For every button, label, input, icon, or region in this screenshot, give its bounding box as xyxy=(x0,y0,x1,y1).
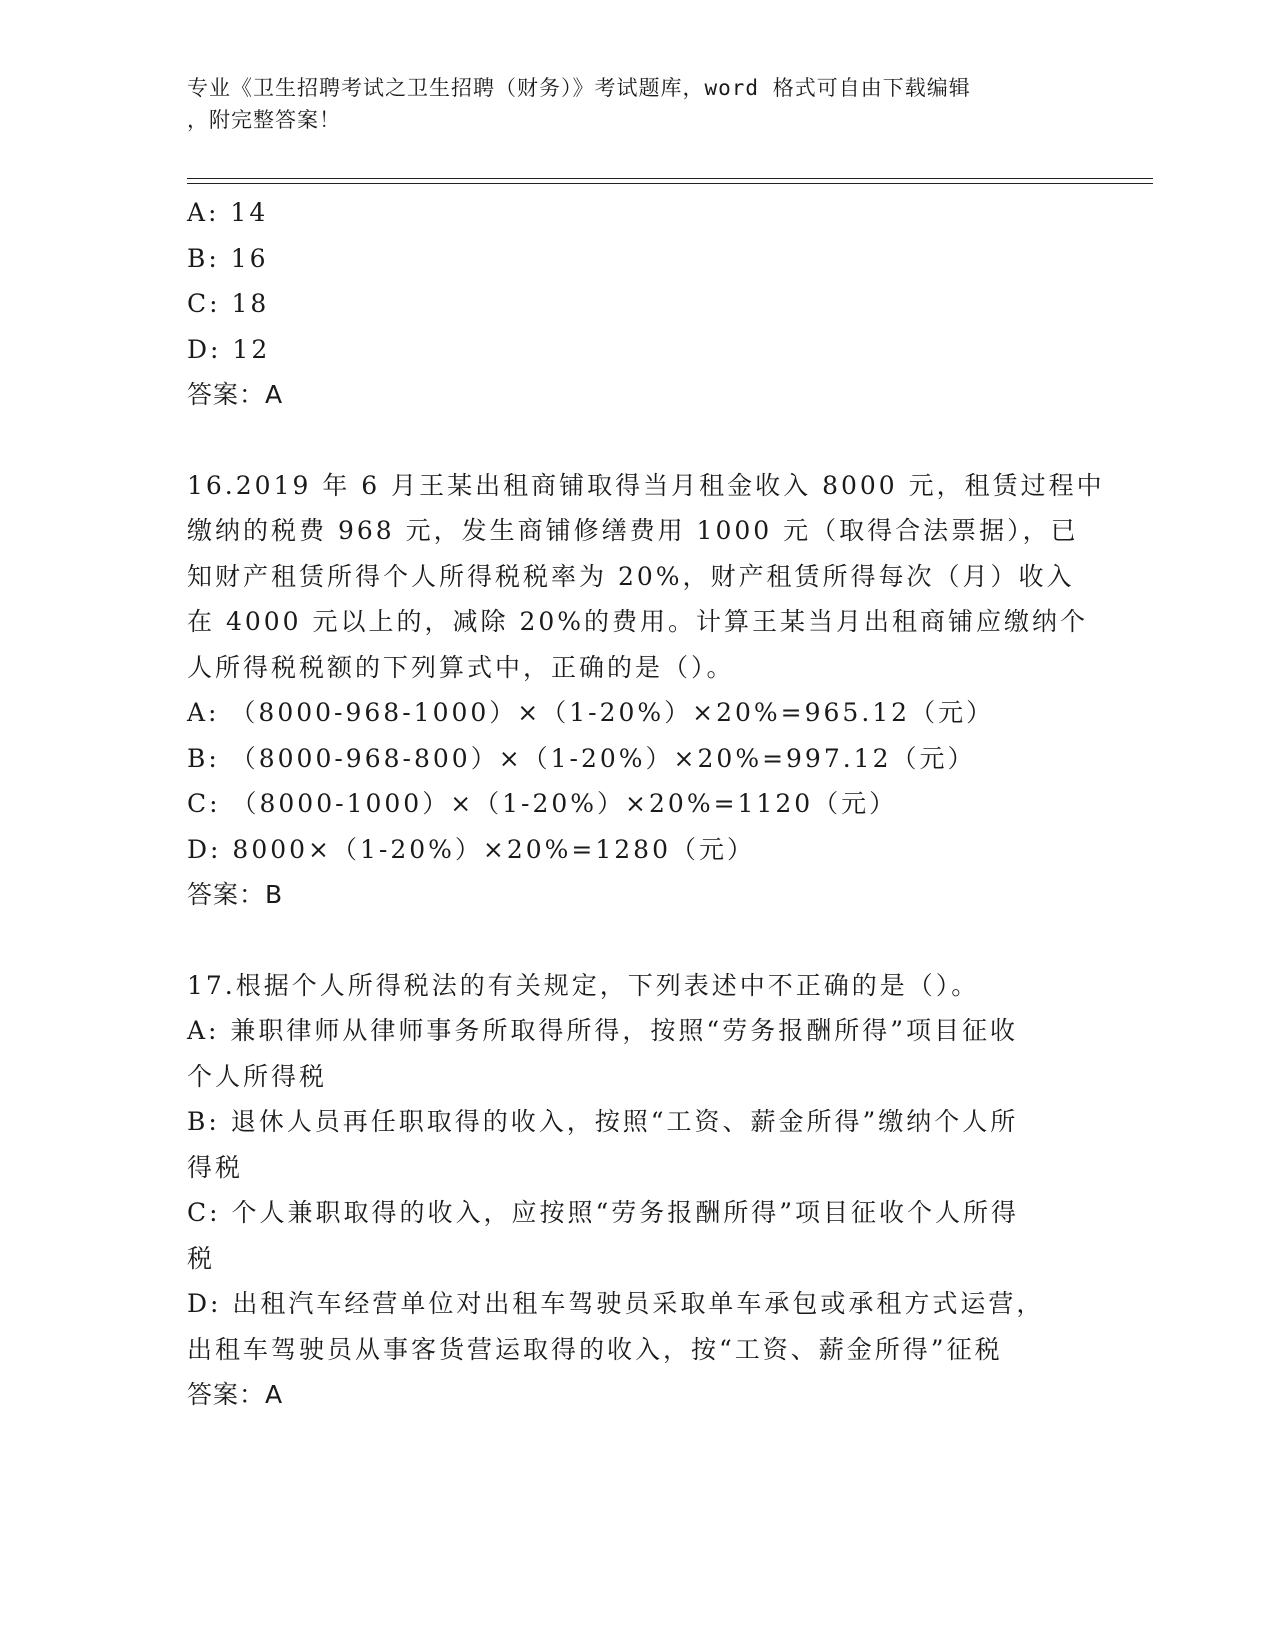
answer-line: 答案：A xyxy=(187,1380,284,1409)
question-spacer xyxy=(187,918,1087,963)
header-line-1: 专业《卫生招聘考试之卫生招聘（财务）》考试题库，word 格式可自由下载编辑 xyxy=(187,76,971,100)
question-spacer xyxy=(187,418,1087,463)
option-b: B: （8000-968-800）×（1-20%）×20%=997.12（元） xyxy=(187,743,976,773)
question-stem-line: 缴纳的税费 968 元，发生商铺修缮费用 1000 元（取得合法票据），已 xyxy=(187,516,1079,545)
header-rule-top xyxy=(187,178,1153,179)
option-d-line-1: D: 出租汽车经营单位对出租车驾驶员采取单车承包或承租方式运营， xyxy=(187,1289,1045,1318)
option-d-line-2: 出租车驾驶员从事客货营运取得的收入，按“工资、薪金所得”征税 xyxy=(187,1334,1003,1364)
question-15-tail xyxy=(187,190,1087,418)
option-c-line-1: C: 个人兼职取得的收入，应按照“劳务报酬所得”项目征收个人所得 xyxy=(187,1198,1020,1227)
option-b: B: 16 xyxy=(187,243,269,273)
option-b-line-1: B: 退休人员再任职取得的收入，按照“工资、薪金所得”缴纳个人所 xyxy=(187,1107,1019,1136)
option-d: D: 12 xyxy=(187,334,271,364)
option-a-line-2: 个人所得税 xyxy=(187,1061,328,1091)
question-stem-line: 人所得税税额的下列算式中，正确的是（）。 xyxy=(187,652,735,682)
option-c: C: 18 xyxy=(187,289,270,318)
option-a-line-1: A: 兼职律师从律师事务所取得所得，按照“劳务报酬所得”项目征收 xyxy=(187,1016,1018,1045)
option-a: A: （8000-968-1000）×（1-20%）×20%=965.12（元） xyxy=(187,698,995,727)
header-rule-bottom xyxy=(187,183,1153,184)
header-line-2: ，附完整答案！ xyxy=(187,108,341,132)
option-a: A: 14 xyxy=(187,198,269,227)
question-content xyxy=(187,190,1105,1418)
document-header xyxy=(187,72,1087,136)
question-stem-line: 16.2019 年 6 月王某出租商铺取得当月租金收入 8000 元，租赁过程中 xyxy=(187,470,1105,500)
option-b-line-2: 得税 xyxy=(187,1152,244,1182)
answer-line: 答案：A xyxy=(187,380,284,409)
option-c-line-2: 税 xyxy=(187,1243,216,1273)
option-d: D: 8000×（1-20%）×20%=1280（元） xyxy=(187,834,755,864)
question-stem-line: 17.根据个人所得税法的有关规定，下列表述中不正确的是（）。 xyxy=(187,970,980,1000)
question-stem-line: 在 4000 元以上的，减除 20%的费用。计算王某当月出租商铺应缴纳个 xyxy=(187,607,1089,636)
option-c: C: （8000-1000）×（1-20%）×20%=1120（元） xyxy=(187,789,898,818)
question-stem-line: 知财产租赁所得个人所得税税率为 20%，财产租赁所得每次（月）收入 xyxy=(187,561,1075,591)
answer-line: 答案：B xyxy=(187,880,284,909)
question-17 xyxy=(187,963,1087,1418)
question-16 xyxy=(187,463,1105,918)
